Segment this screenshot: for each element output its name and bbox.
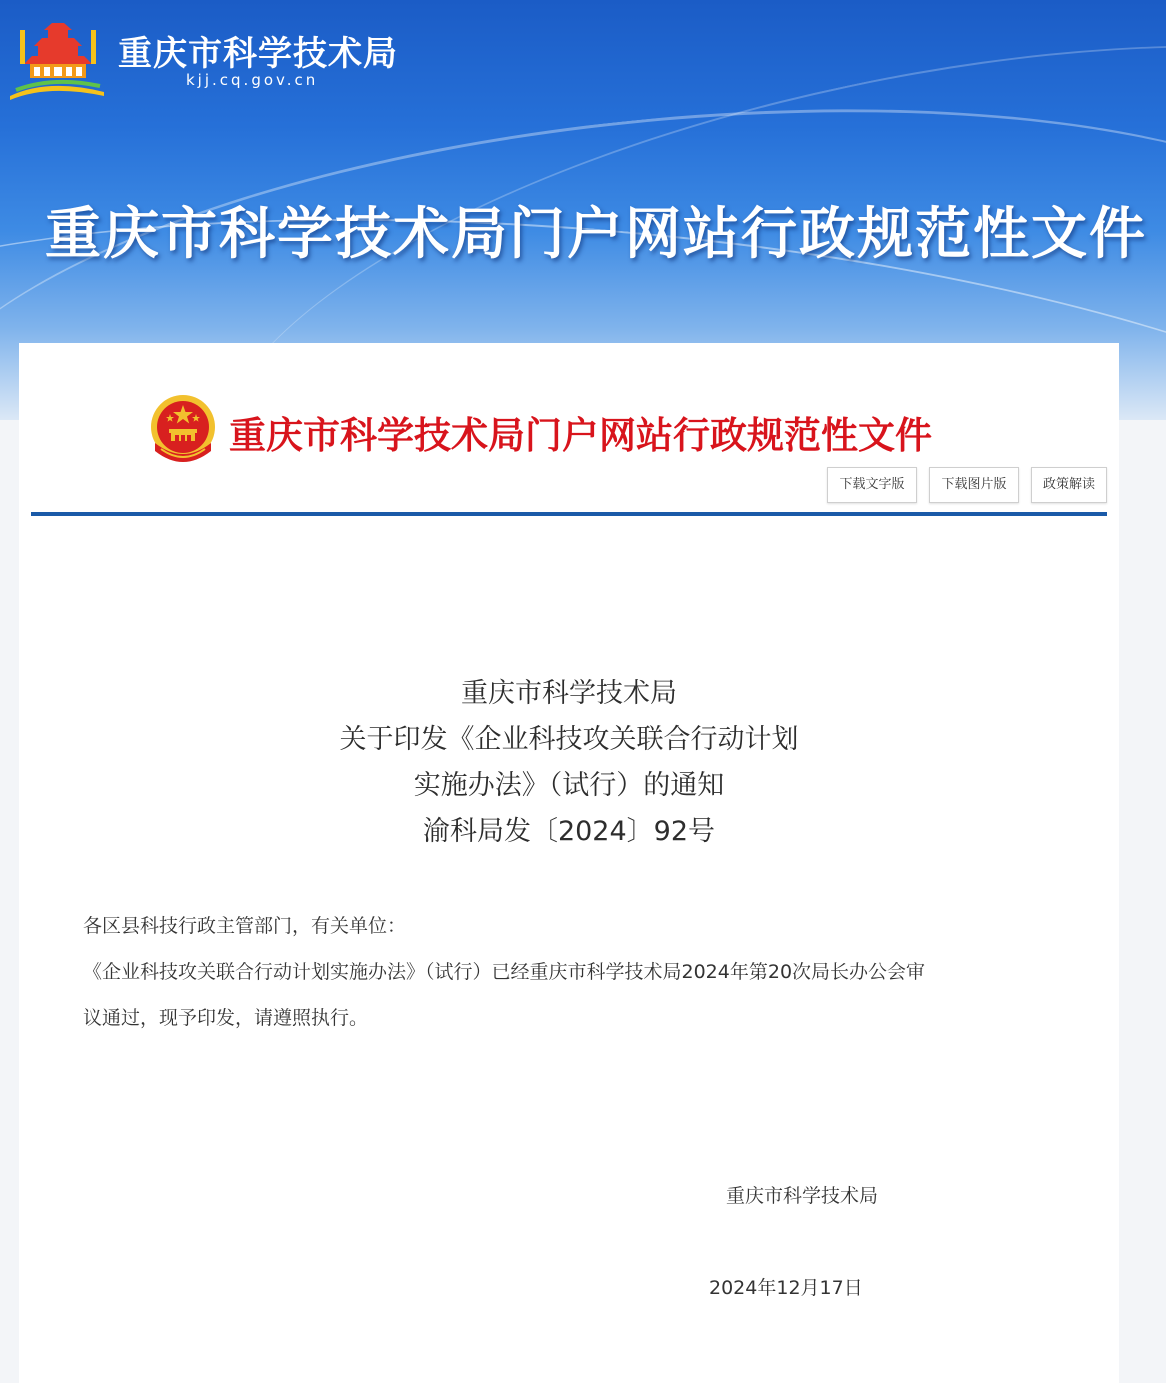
document-panel — [19, 343, 1119, 1383]
banner-title: 重庆市科学技术局门户网站行政规范性文件 — [45, 202, 1147, 267]
salutation: 各区县科技行政主管部门，有关单位： — [83, 915, 407, 937]
notice-title-line: 实施办法》（试行）的通知 — [413, 770, 725, 801]
notice-body — [83, 903, 1053, 1041]
site-domain: kjj.cq.gov.cn — [186, 71, 319, 89]
document-number: 渝科局发〔2024〕92号 — [422, 816, 716, 847]
site-name[interactable]: 重庆市科学技术局 — [118, 34, 398, 74]
body-paragraph-line: 议通过，现予印发，请遵照执行。 — [83, 1007, 369, 1029]
signature-organization: 重庆市科学技术局 — [726, 1185, 879, 1207]
policy-interpretation-button[interactable]: 政策解读 — [1031, 467, 1107, 503]
download-image-button[interactable]: 下载图片版 — [929, 467, 1019, 503]
notice-title-line: 关于印发《企业科技攻关联合行动计划 — [339, 724, 799, 755]
city-landmark-logo-icon[interactable] — [8, 20, 108, 100]
notice-title — [19, 671, 1119, 855]
download-text-button[interactable]: 下载文字版 — [827, 467, 917, 503]
document-header-title: 重庆市科学技术局门户网站行政规范性文件 — [229, 413, 932, 457]
document-header — [19, 343, 1119, 518]
body-paragraph-line: 《企业科技攻关联合行动计划实施办法》（试行）已经重庆市科学技术局2024年第20次局长办公会审 — [83, 961, 926, 983]
notice-title-line: 重庆市科学技术局 — [461, 678, 677, 709]
signature-date: 2024年12月17日 — [709, 1277, 863, 1299]
header-divider — [31, 512, 1107, 516]
national-emblem-icon — [149, 393, 217, 467]
